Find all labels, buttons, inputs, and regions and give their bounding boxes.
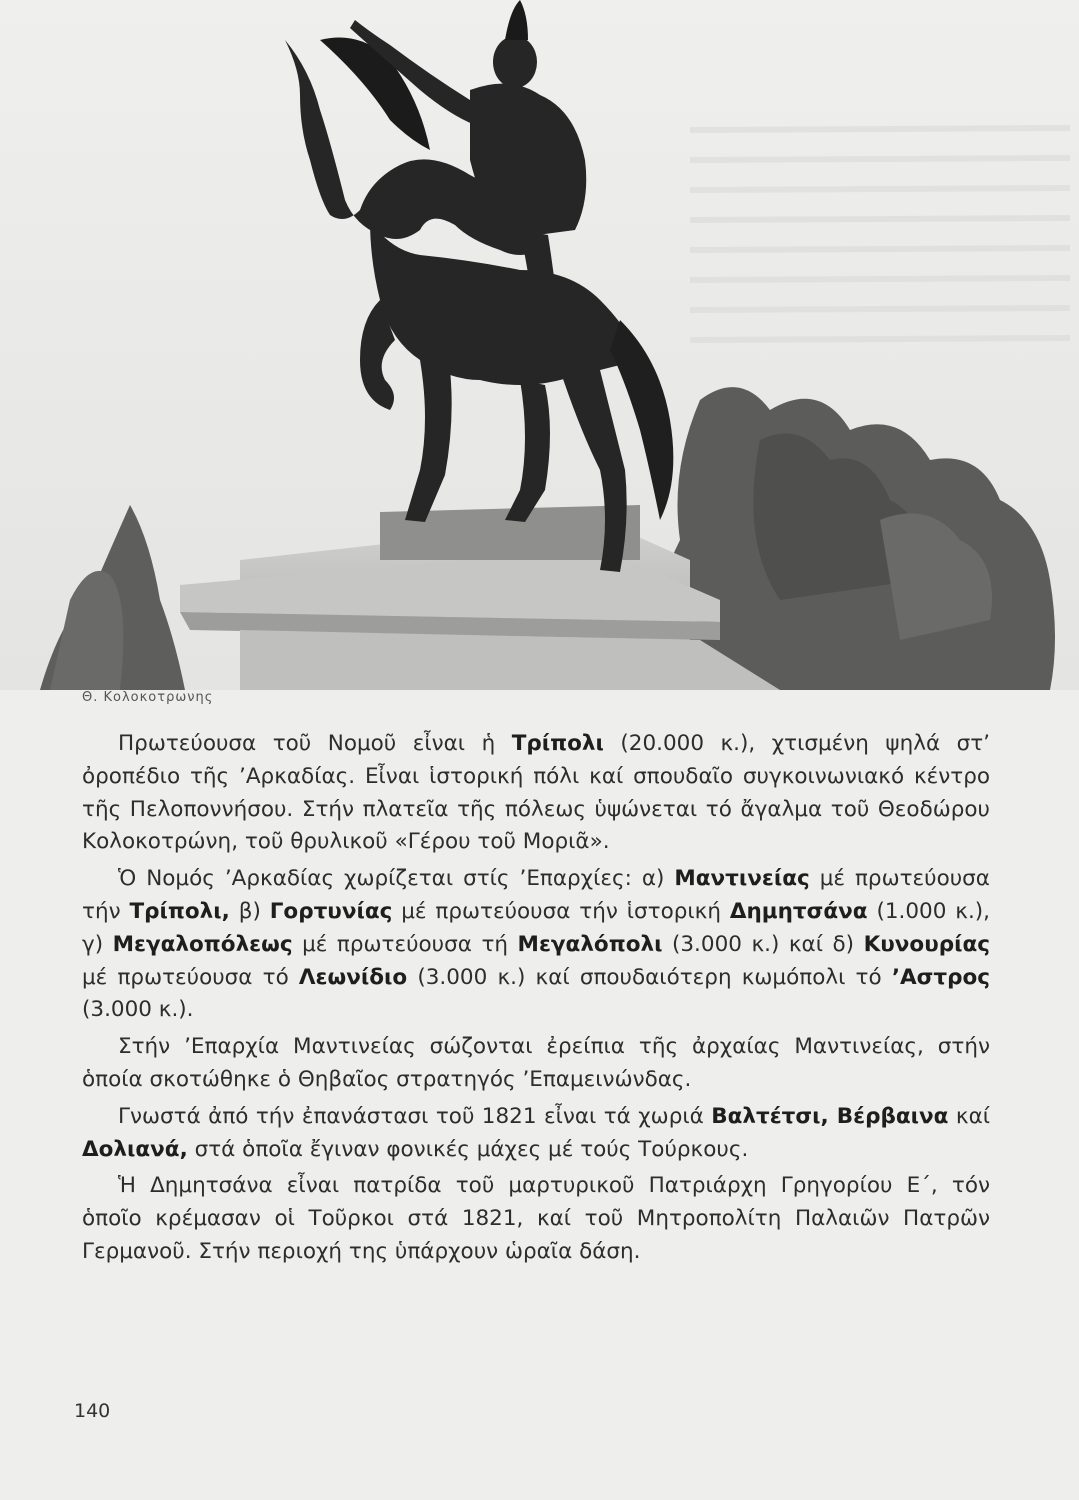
text-run: (3.000 κ.). [82,997,194,1023]
bold-term: Μεγαλόπολι [517,931,663,957]
bold-term: Λεωνίδιο [298,964,408,990]
text-run: Ὁ Νομός ’Αρκαδίας χωρίζεται στίς ’Επαρχίες: α) [118,866,675,892]
text-run: Πρωτεύουσα τοῦ Νομοῦ εἶναι ἡ [118,731,512,756]
text-run: Γνωστά ἀπό τήν ἐπανάστασι τοῦ 1821 εἶναι τά χωριά [118,1103,712,1129]
photo-caption: Θ. Κολοκοτρωνης [82,690,214,705]
text-run: (3.000 κ.) καί δ) [662,931,864,957]
paragraph [82,1031,990,1097]
bold-term: Μαντινείας [674,866,810,892]
bold-term: Δολιανά, [82,1136,188,1162]
statue-photo [0,0,1079,690]
text-run: Στήν ’Επαρχία Μαντινείας σώζονται ἐρείπια τῆς ἀρχαίας Μαντινείας, στήν ὁποία σκοτώθηκε ὁ Θηβαῖος στρατηγός ’Επαμεινώνδας. [82,1034,990,1092]
page-number: 140 [74,1400,111,1422]
body-text [82,728,990,1273]
text-run: μέ πρωτεύουσα τό [82,964,299,990]
bold-term: Δημητσάνα [729,898,868,924]
text-run: μέ πρωτεύουσα τή [292,931,518,957]
bold-term: Μεγαλοπόλεως [112,931,293,957]
text-run: μέ πρωτεύουσα τήν ἱστορική [392,898,730,924]
text-run: καί [948,1103,991,1129]
bold-term: Κυνουρίας [863,931,990,957]
paragraph [82,1101,990,1167]
bold-term: Βαλτέτσι, Βέρβαινα [711,1103,949,1129]
text-run: στά ὁποῖα ἔγιναν φονικές μάχες μέ τούς Τούρκους. [187,1136,749,1162]
text-run: μέ πρωτεύουσα τήν [82,866,990,924]
text-run: (20.000 κ.), χτισμένη ψηλά στ’ ὀροπέδιο τῆς ’Αρκαδίας. Εἶναι ἱστορική πόλι καί σπουδαῖο συγκοινωνιακό κέντρο τῆς Πελοποννήσου. Στήν πλατεῖα τῆς πόλεως ὑψώνεται τό ἄγαλμα τοῦ Θεοδώρου Κολοκοτρώνη, τοῦ θρυλικοῦ «Γέρου τοῦ Μοριᾶ». [82,731,991,855]
text-run: β) [229,898,270,924]
paragraph [82,1170,990,1268]
bold-term: ’Αστρος [891,964,990,990]
text-run: Ἡ Δημητσάνα εἶναι πατρίδα τοῦ μαρτυρικοῦ Πατριάρχη Γρηγορίου Ε΄, τόν ὁποῖο κρέμασαν οἱ Τοῦρκοι στά 1821, καί τοῦ Μητροπολίτη Παλαιῶν Πατρῶν Γερμανοῦ. Στήν περιοχή της ὑπάρχουν ὡραῖα δάση. [82,1173,990,1264]
text-run: (1.000 κ.), γ) [82,898,990,957]
bold-term: Τρίπολι, [129,898,230,924]
bold-term: Γορτυνίας [269,898,393,924]
text-run: (3.000 κ.) καί σπουδαιότερη κωμόπολι τό [407,964,892,990]
bold-term: Τρίπολι [511,731,604,756]
paragraph [82,863,990,1027]
paragraph [82,728,990,859]
